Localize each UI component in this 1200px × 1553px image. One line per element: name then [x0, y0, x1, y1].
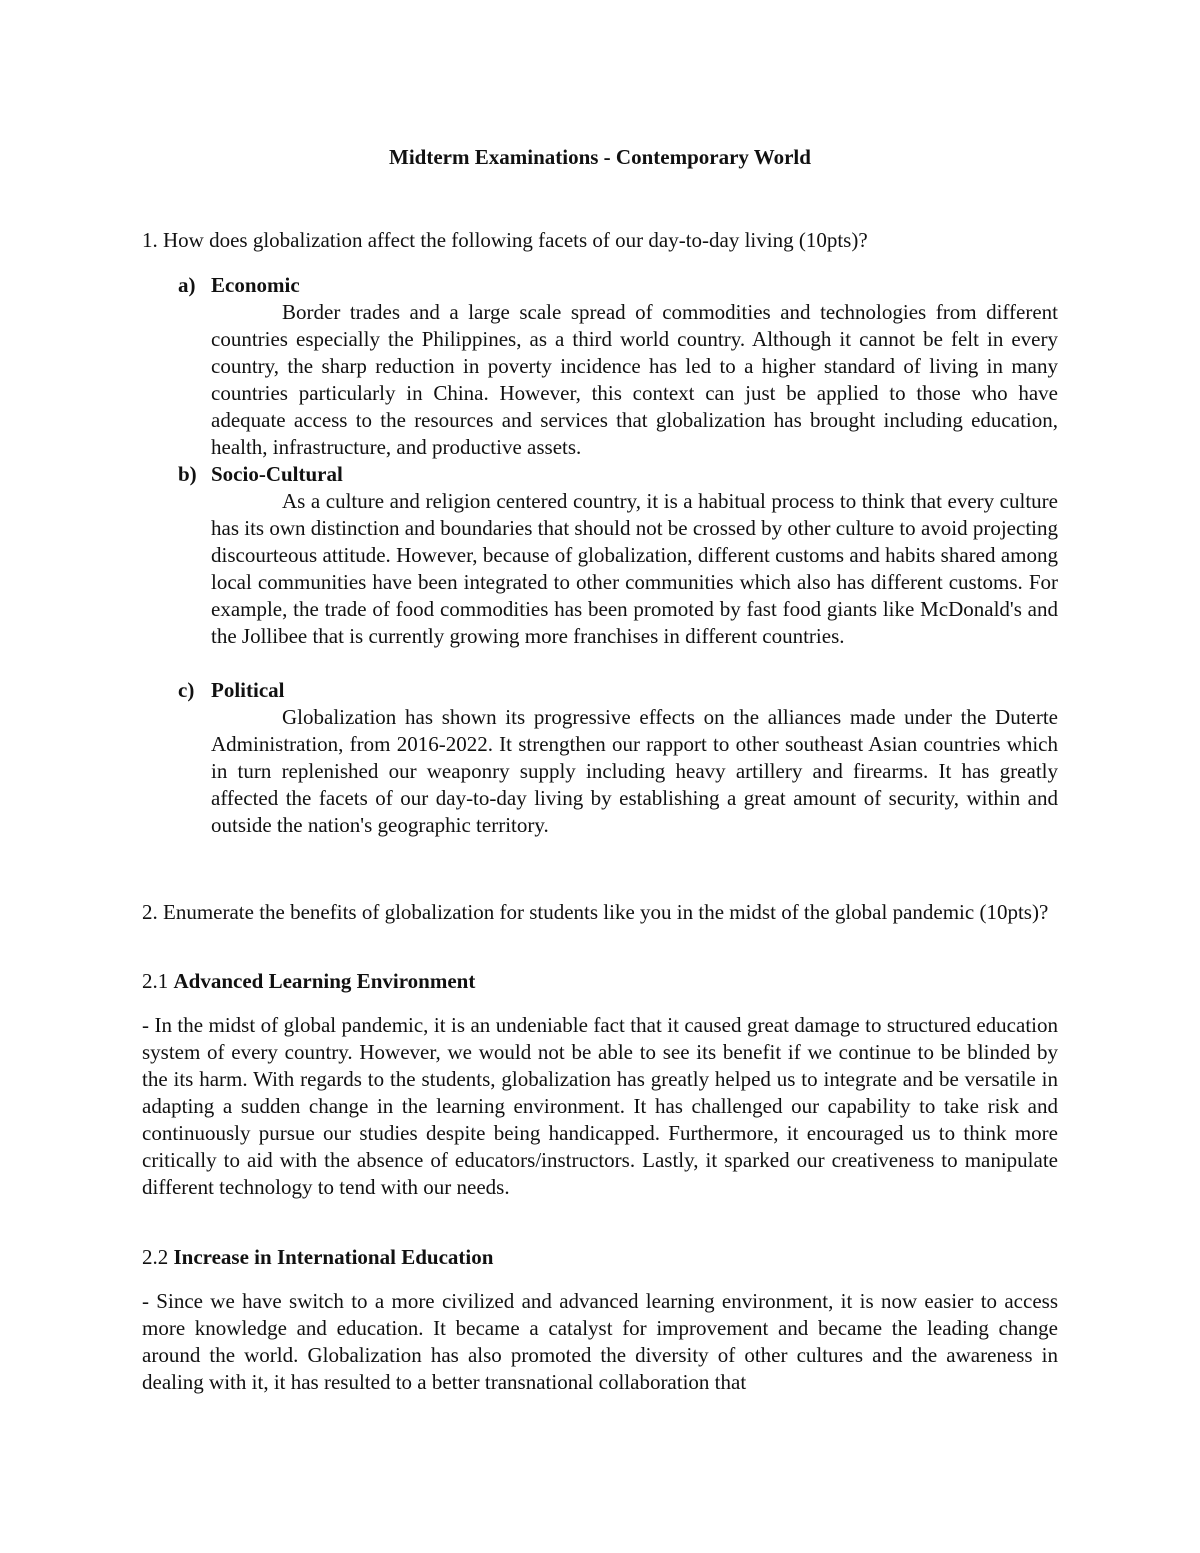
section-2-1-number: 2.1 — [142, 969, 169, 993]
section-2-1-title: Advanced Learning Environment — [173, 969, 476, 993]
item-b-heading-text: Socio-Cultural — [211, 462, 343, 486]
section-2-2-title: Increase in International Education — [173, 1245, 494, 1269]
page-title: Midterm Examinations - Contemporary World — [389, 145, 811, 169]
question-2-prompt: 2. Enumerate the benefits of globalization for students like you in the midst of the global pandemic (10pts)? — [142, 900, 1049, 924]
item-a-heading-text: Economic — [211, 273, 300, 297]
item-a-marker: a) — [178, 273, 196, 297]
item-b-marker: b) — [178, 462, 197, 486]
item-c-body: Globalization has shown its progressive effects on the alliances made under the Duterte Administration, from 2016-2022. It strengthen our rapport to other southeast Asian countries which in turn replenished our weaponry supply including heavy artillery and firearms. It has greatly affected the facets of our day-to-day living by establishing a great amount of security, within and outside the nation's geographic territory. — [211, 705, 1058, 837]
item-a-body: Border trades and a large scale spread of commodities and technologies from different countries especially the Philippines, as a third world country. Although it cannot be felt in every country, the sharp reduction in poverty incidence has led to a higher standard of living in many countries particularly in China. However, this context can just be applied to those who have adequate access to the resources and services that globalization has brought including education, health, infrastructure, and productive assets. — [211, 300, 1058, 459]
item-c-heading — [178, 677, 284, 704]
section-2-2-number: 2.2 — [142, 1245, 169, 1269]
item-b-body: As a culture and religion centered country, it is a habitual process to think that every culture has its own distinction and boundaries that should not be crossed by other culture to avoid projecting discourteous attitude. However, because of globalization, different customs and habits shared among local communities have been integrated to other communities which also has different customs. For example, the trade of food commodities has been promoted by fast food giants like McDonald's and the Jollibee that is currently growing more franchises in different countries. — [211, 489, 1058, 648]
question-1-prompt: 1. How does globalization affect the following facets of our day-to-day living (10pts)? — [142, 228, 868, 252]
item-c-heading-text: Political — [211, 678, 285, 702]
item-b-heading — [178, 461, 343, 488]
section-2-2-heading — [142, 1244, 493, 1271]
section-2-1-heading — [142, 968, 475, 995]
item-c-marker: c) — [178, 678, 195, 702]
section-2-1-body: - In the midst of global pandemic, it is an undeniable fact that it caused great damage to structured education system of every country. However, we would not be able to see its benefit if we continue to be blinded by the its harm. With regards to the students, globalization has greatly helped us to integrate and be versatile in adapting a sudden change in the learning environment. It has challenged our capability to take risk and continuously pursue our studies despite being handicapped. Furthermore, it encouraged us to think more critically to aid with the absence of educators/instructors. Lastly, it sparked our creativeness to manipulate different technology to tend with our needs. — [142, 1013, 1058, 1199]
section-2-2-body: - Since we have switch to a more civilized and advanced learning environment, it is now easier to access more knowledge and education. It became a catalyst for improvement and became the leading change around the world. Globalization has also promoted the diversity of other cultures and the awareness in dealing with it, it has resulted to a better transnational collaboration that — [142, 1289, 1058, 1394]
item-a-heading — [178, 272, 300, 299]
